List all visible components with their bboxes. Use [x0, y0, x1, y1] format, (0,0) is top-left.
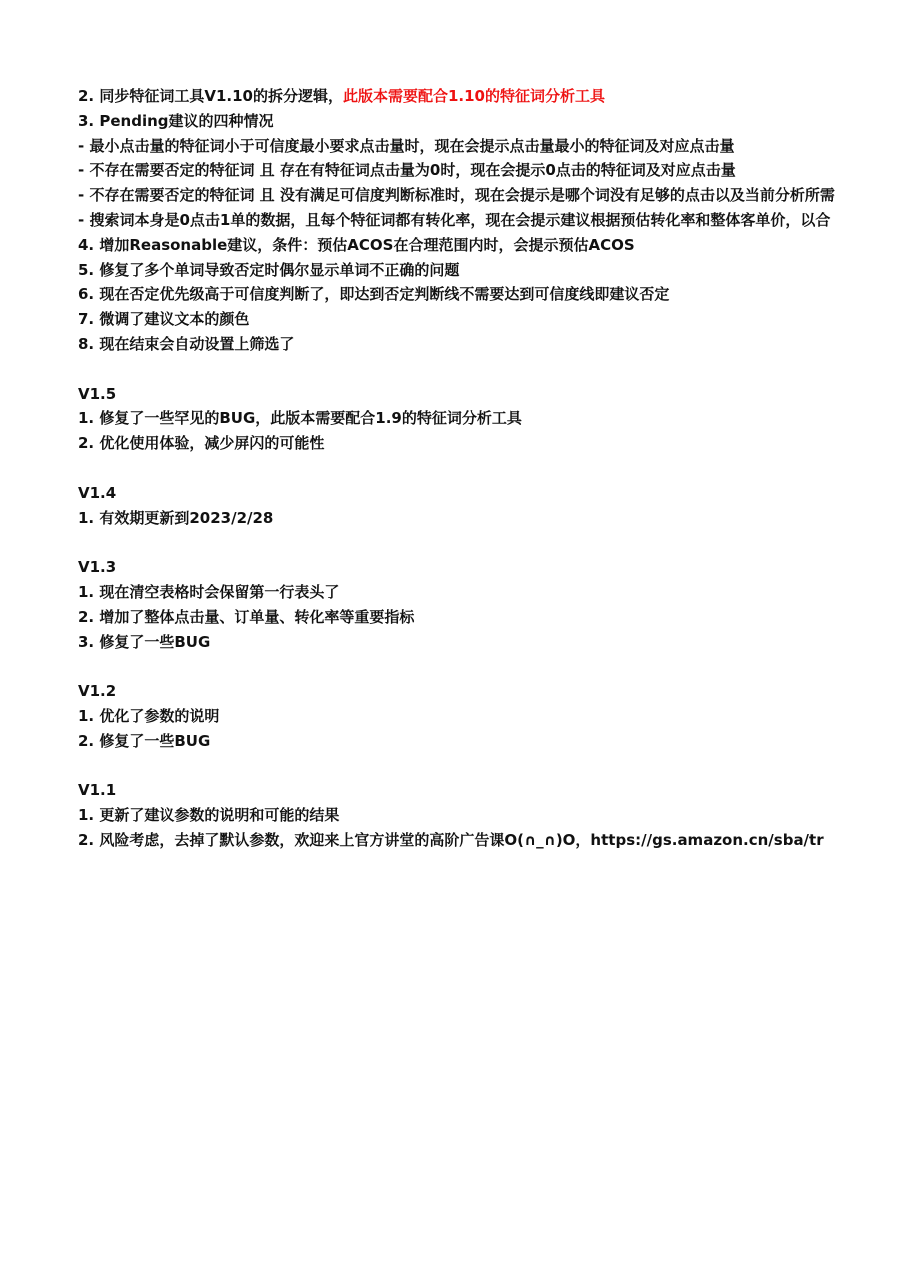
changelog-line: 1. 优化了参数的说明: [78, 706, 220, 725]
changelog-line: 4. 增加Reasonable建议，条件：预估ACOS在合理范围内时，会提示预估ACOS: [78, 235, 635, 254]
version-title: V1.4: [78, 483, 117, 502]
version-title: V1.5: [78, 384, 117, 403]
changelog-line: 2. 优化使用体验，减少屏闪的可能性: [78, 434, 325, 453]
changelog-content: [78, 84, 900, 853]
blank-line: [78, 357, 900, 382]
version-title: V1.3: [78, 558, 117, 577]
version-title: V1.1: [78, 781, 117, 800]
changelog-line: - 搜索词本身是0点击1单的数据，且每个特征词都有转化率，现在会提示建议根据预估转化率和整体客单价，以合: [78, 210, 831, 229]
changelog-line: - 不存在需要否定的特征词 且 存在有特征词点击量为0时，现在会提示0点击的特征词及对应点击量: [78, 161, 736, 180]
changelog-line: 2. 风险考虑，去掉了默认参数，欢迎来上官方讲堂的高阶广告课O(∩_∩)O，https://gs.amazon.cn/sba/tr: [78, 830, 824, 849]
blank-line: [78, 754, 900, 779]
changelog-line: 1. 有效期更新到2023/2/28: [78, 508, 274, 527]
changelog-line: 1. 修复了一些罕见的BUG，此版本需要配合1.9的特征词分析工具: [78, 409, 522, 428]
changelog-line: 5. 修复了多个单词导致否定时偶尔显示单词不正确的问题: [78, 260, 460, 279]
line-text: 2. 同步特征词工具V1.10的拆分逻辑，: [78, 87, 343, 105]
changelog-line: 2. 修复了一些BUG: [78, 731, 211, 750]
changelog-line: 2. 增加了整体点击量、订单量、转化率等重要指标: [78, 607, 415, 626]
changelog-line: 1. 更新了建议参数的说明和可能的结果: [78, 806, 340, 825]
blank-line: [78, 530, 900, 555]
blank-line: [78, 654, 900, 679]
changelog-line: 7. 微调了建议文本的颜色: [78, 310, 250, 329]
changelog-line: - 不存在需要否定的特征词 且 没有满足可信度判断标准时，现在会提示是哪个词没有足够的点击以及当前分析所需: [78, 186, 835, 205]
changelog-line: 3. 修复了一些BUG: [78, 632, 211, 651]
changelog-line: 3. Pending建议的四种情况: [78, 111, 274, 130]
changelog-line: - 最小点击量的特征词小于可信度最小要求点击量时，现在会提示点击量最小的特征词及对应点击量: [78, 136, 735, 155]
highlight-text: 此版本需要配合1.10的特征词分析工具: [342, 87, 605, 105]
changelog-line: [78, 84, 900, 109]
changelog-line: 1. 现在清空表格时会保留第一行表头了: [78, 582, 340, 601]
version-title: V1.2: [78, 682, 117, 701]
changelog-line: 6. 现在否定优先级高于可信度判断了，即达到否定判断线不需要达到可信度线即建议否定: [78, 285, 670, 304]
changelog-line: 8. 现在结束会自动设置上筛选了: [78, 334, 295, 353]
blank-line: [78, 456, 900, 481]
